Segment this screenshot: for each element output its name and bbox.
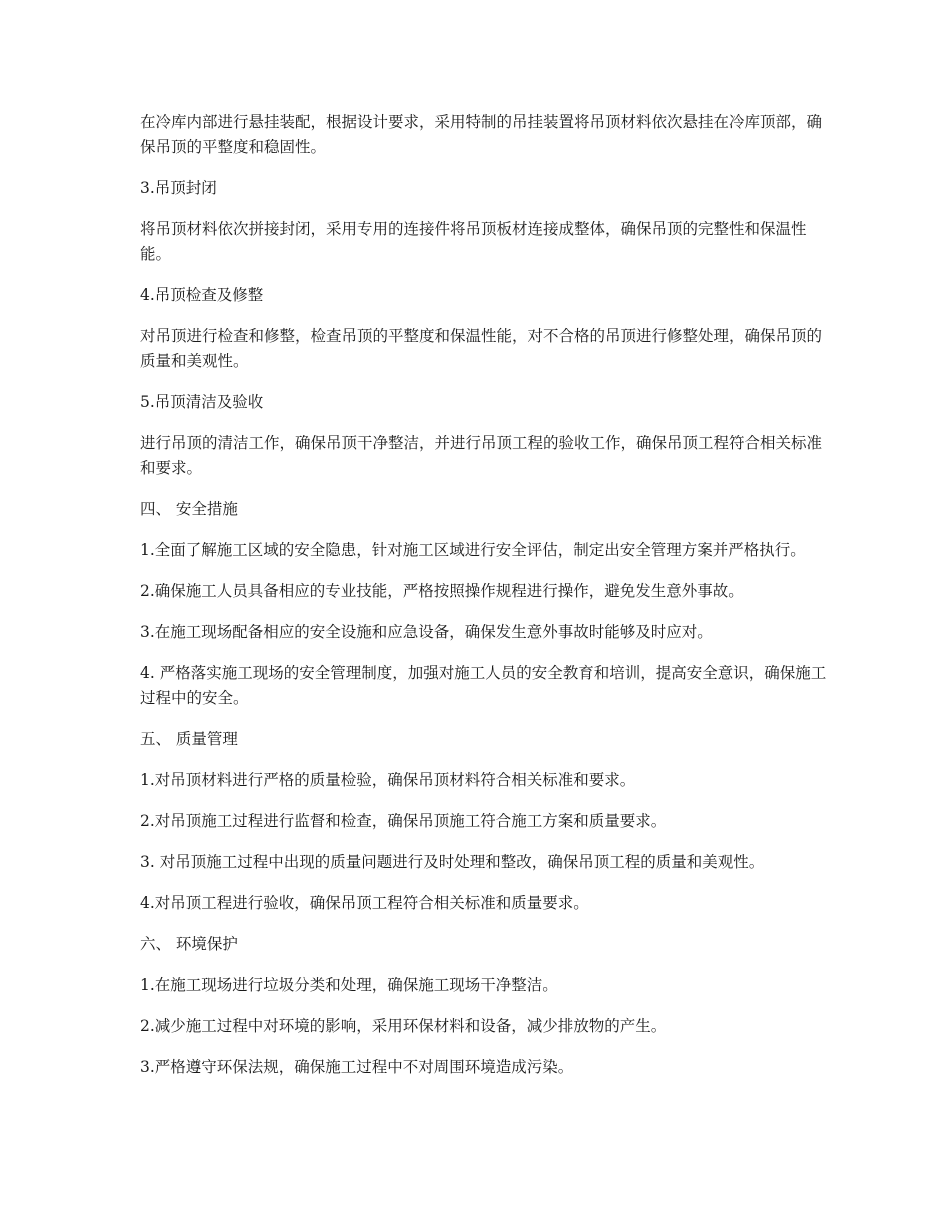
- quality-item-3: 3. 对吊顶施工过程中出现的质量问题进行及时处理和整改，确保吊顶工程的质量和美观性。: [140, 853, 765, 871]
- environment-item-1: 1.在施工现场进行垃圾分类和处理，确保施工现场干净整洁。: [140, 976, 558, 994]
- heading-ceiling-closure: 3.吊顶封闭: [140, 179, 217, 197]
- safety-item-4: 4. 严格落实施工现场的安全管理制度，加强对施工人员的安全教育和培训，提高安全意识，确保施工过程中的安全。: [140, 664, 827, 707]
- environment-item-3: 3.严格遵守环保法规，确保施工过程中不对周围环境造成污染。: [140, 1058, 574, 1076]
- quality-item-1: 1.对吊顶材料进行严格的质量检验，确保吊顶材料符合相关标准和要求。: [140, 771, 636, 789]
- safety-item-3: 3.在施工现场配备相应的安全设施和应急设备，确保发生意外事故时能够及时应对。: [140, 623, 713, 641]
- safety-item-1: 1.全面了解施工区域的安全隐患，针对施工区域进行安全评估，制定出安全管理方案并严格执行。: [140, 541, 806, 559]
- section-heading-safety: 四、 安全措施: [140, 500, 238, 518]
- heading-ceiling-cleaning: 5.吊顶清洁及验收: [140, 393, 264, 411]
- document-page: [140, 110, 830, 1096]
- environment-item-2: 2.减少施工过程中对环境的影响，采用环保材料和设备，减少排放物的产生。: [140, 1017, 667, 1035]
- heading-ceiling-inspection: 4.吊顶检查及修整: [140, 286, 264, 304]
- quality-item-2: 2.对吊顶施工过程进行监督和检查，确保吊顶施工符合施工方案和质量要求。: [140, 812, 667, 830]
- section-heading-quality: 五、 质量管理: [140, 730, 238, 748]
- paragraph-ceiling-cleaning: 进行吊顶的清洁工作，确保吊顶干净整洁，并进行吊顶工程的验收工作，确保吊顶工程符合相关标准和要求。: [140, 434, 823, 477]
- paragraph-hanging-assembly: 在冷库内部进行悬挂装配，根据设计要求，采用特制的吊挂装置将吊顶材料依次悬挂在冷库顶部，确保吊顶的平整度和稳固性。: [140, 113, 823, 156]
- paragraph-ceiling-closure: 将吊顶材料依次拼接封闭，采用专用的连接件将吊顶板材连接成整体，确保吊顶的完整性和保温性能。: [140, 220, 807, 263]
- quality-item-4: 4.对吊顶工程进行验收，确保吊顶工程符合相关标准和质量要求。: [140, 894, 589, 912]
- safety-item-2: 2.确保施工人员具备相应的专业技能，严格按照操作规程进行操作，避免发生意外事故。: [140, 582, 744, 600]
- paragraph-ceiling-inspection: 对吊顶进行检查和修整，检查吊顶的平整度和保温性能，对不合格的吊顶进行修整处理，确保吊顶的质量和美观性。: [140, 327, 823, 370]
- section-heading-environment: 六、 环境保护: [140, 935, 238, 953]
